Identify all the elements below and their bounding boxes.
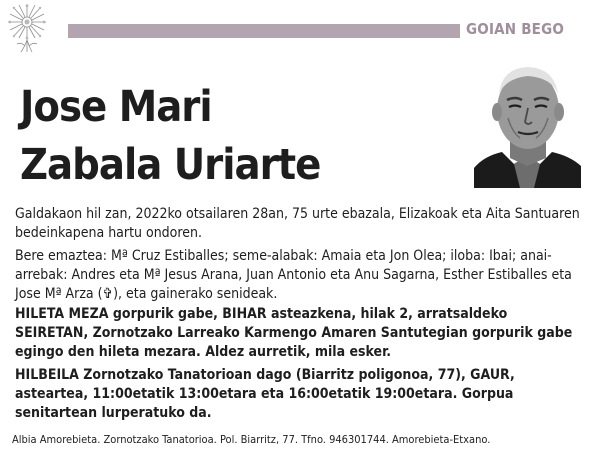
wake-paragraph: HILBEILA Zornotzako Tanatorioan dago (Biarritz poligonoa, 77), GAUR, asteartea, 11:00etatik 13:00etara eta 16:00etatik 19:00etara. Gorpua senitartean lurperatuko da. xyxy=(15,367,515,421)
family-paragraph: Bere emaztea: Mª Cruz Estiballes; seme-alabak: Amaia eta Jon Olea; iloba: Ibai; anai-arrebak: Andres eta Mª Jesus Arana, Juan Antonio eta Anu Sagarna, Esther Estiballes eta Jose Mª Arza (✞), eta gainerako senideak. xyxy=(15,248,572,302)
portrait-photo xyxy=(474,60,581,188)
funeral-mass-paragraph: HILETA MEZA gorpurik gabe, BIHAR asteazkena, hilak 2, arratsaldeko SEIRETAN, Zornotzako Larreako Karmengo Amaren Santutegian gorpurik gabe egingo den hileta mezara. Aldez aurretik, mila esker. xyxy=(15,306,573,360)
flower-ornament-icon xyxy=(5,2,49,54)
funeral-home-footer: Albia Amorebieta. Zornotzako Tanatorioa. Pol. Biarritz, 77. Tfno. 946301744. Amorebieta-Etxano. xyxy=(12,433,491,446)
deceased-name-line1: Jose Mari xyxy=(20,82,212,132)
death-notice-paragraph: Galdakaon hil zan, 2022ko otsailaren 28an, 75 urte ebazala, Elizakoak eta Aita Santuaren bedeinkapena hartu ondoren. xyxy=(15,206,580,241)
section-label: GOIAN BEGO xyxy=(466,20,565,38)
deceased-name-line2: Zabala Uriarte xyxy=(20,140,321,190)
header-bar xyxy=(68,24,460,38)
